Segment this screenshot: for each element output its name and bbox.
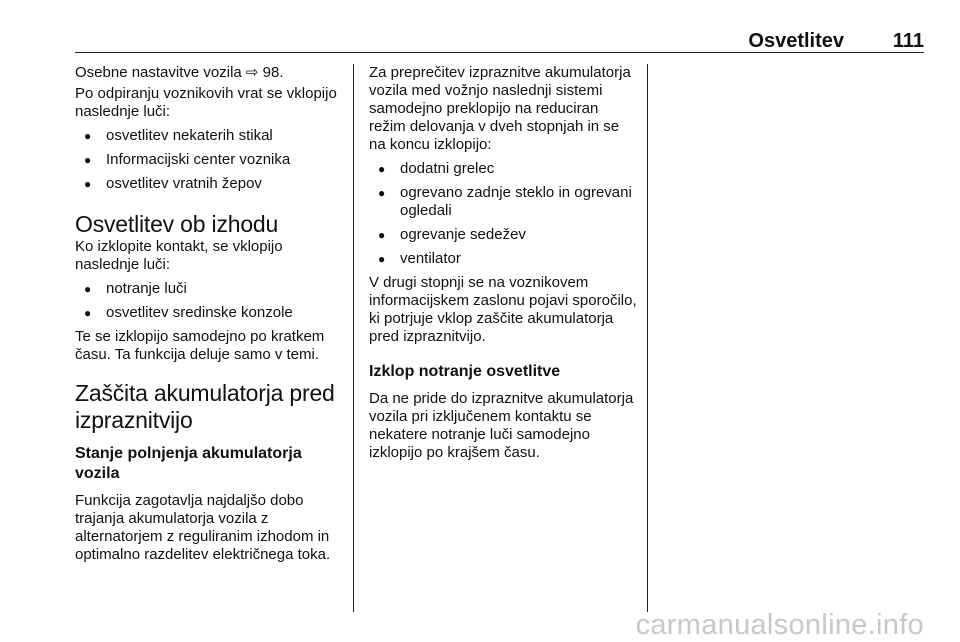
heading-battery-protection: Zaščita akumulatorja pred izpraznitvijo bbox=[75, 380, 335, 433]
watermark: carmanualsonline.info bbox=[635, 609, 924, 641]
list-item: ● dodatni grelec bbox=[369, 160, 639, 178]
paragraph-battery-function: Funkcija zagotavlja najdaljšo dobo trajanja akumulatorja vozila z alternatorjem z reguliranim izhodom in optimalno razdelitev električnega toka. bbox=[75, 492, 331, 563]
list-item: ● osvetlitev sredinske konzole bbox=[75, 304, 345, 322]
heading-battery-charge: Stanje polnjenja akumulatorja vozila bbox=[75, 445, 302, 482]
column-divider-2 bbox=[647, 64, 648, 612]
list-item: ● osvetlitev vratnih žepov bbox=[75, 175, 345, 193]
list-item: ● notranje luči bbox=[75, 280, 345, 298]
list-item: ● Informacijski center voznika bbox=[75, 151, 345, 169]
list-reduced-systems bbox=[369, 160, 639, 268]
page-number: 111 bbox=[892, 30, 924, 52]
paragraph-settings-ref: Osebne nastavitve vozila ⇨ 98. bbox=[75, 64, 284, 81]
page-header bbox=[75, 30, 924, 50]
paragraph-interior-auto-off: Da ne pride do izpraznitve akumulatorja vozila pri izključenem kontaktu se nekatere notranje luči samodejno izklopijo po krajšem času. bbox=[369, 390, 634, 461]
list-item: ● osvetlitev nekaterih stikal bbox=[75, 127, 345, 145]
paragraph-auto-off: Te se izklopijo samodejno po kratkem času. Ta funkcija deluje samo v temi. bbox=[75, 328, 325, 363]
header-title: Osvetlitev bbox=[748, 30, 844, 52]
header-divider bbox=[75, 52, 924, 53]
list-item: ● ogrevanje sedežev bbox=[369, 226, 639, 244]
column-left bbox=[75, 64, 345, 564]
paragraph-discharge-prevention: Za preprečitev izpraznitve akumulatorja vozila med vožnjo naslednji sistemi samodejno preklopijo na reduciran režim delovanja v dveh stopnjah in se na koncu izklopijo: bbox=[369, 64, 631, 153]
list-exit-lights bbox=[75, 280, 345, 322]
list-item: ● ogrevano zadnje steklo in ogrevani ogledali bbox=[369, 184, 639, 220]
paragraph-ignition-off: Ko izklopite kontakt, se vklopijo naslednje luči: bbox=[75, 238, 283, 273]
list-door-lights bbox=[75, 127, 345, 193]
column-divider-1 bbox=[353, 64, 354, 612]
paragraph-second-stage: V drugi stopnji se na voznikovem informacijskem zaslonu pojavi sporočilo, ki potrjuje vklop zaščite akumulatorja pred izpraznitvijo. bbox=[369, 274, 637, 345]
list-item: ● ventilator bbox=[369, 250, 639, 268]
heading-exit-lighting: Osvetlitev ob izhodu bbox=[75, 211, 279, 237]
heading-interior-off: Izklop notranje osvetlitve bbox=[369, 363, 561, 380]
paragraph-door-open: Po odpiranju voznikovih vrat se vklopijo naslednje luči: bbox=[75, 85, 337, 120]
column-middle bbox=[369, 64, 639, 462]
